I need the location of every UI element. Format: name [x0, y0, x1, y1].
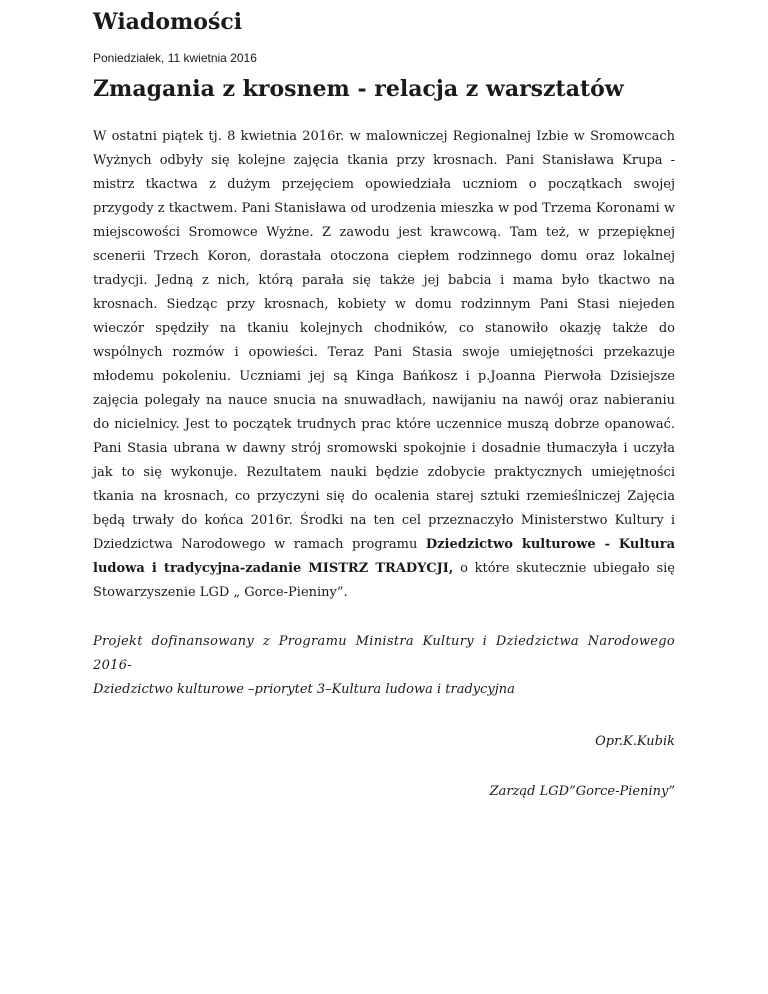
section-title: Wiadomości — [93, 9, 243, 35]
article-body-intro: W ostatni piątek tj. 8 kwietnia 2016r. w malowniczej Regionalnej Izbie w Sromowcach Wyżnych odbyły się kolejne zajęcia tkania przy krosnach. Pani Stanisława Krupa - mistrz tkactwa z dużym przejęciem opowiedziała uczniom o początkach swojej przygody z tkactwem. Pani Stanisława od urodzenia mieszka w pod Trzema Koronami w miejscowości Sromowce Wyżne. Z zawodu jest krawcową. Tam też, w przepięknej scenerii Trzech Koron, dorastała otoczona ciepłem rodzinnego domu oraz lokalnej tradycji. Jedną z nich, którą parała się także jej babcia i mama było tkactwo na krosnach. Siedząc przy krosnach, kobiety w domu rodzinnym Pani Stasi niejeden wieczór spędziły na tkaniu kolejnych chodników, co stanowiło okazję także do wspólnych rozmów i opowieści. Teraz Pani Stasia swoje umiejętności przekazuje młodemu pokoleniu. Uczniami jej są Kinga Bańkosz i p.Joanna Pierwoła Dzisiejsze zajęcia polegały na nauce snucia na snuwadłach, nawijaniu na nawój oraz nabieraniu do nicielnicy. Jest to początek trudnych prac które uczennice muszą dobrze opanować. Pani Stasia ubrana w dawny strój sromowski spokojnie i dosadnie tłumaczyła i uczyła jak to się wykonuje. Rezultatem nauki będzie zdobycie praktycznych umiejętności tkania na krosnach, co przyczyni się do ocalenia starej sztuki rzemieślniczej Zajęcia będą trwały do końca 2016r. Środki na ten cel przeznaczyło Ministerstwo Kultury i Dziedzictwa Narodowego w ramach programu — [93, 129, 675, 552]
article-title: Zmagania z krosnem - relacja z warsztatów — [93, 76, 624, 102]
post-date: Poniedziałek, 11 kwietnia 2016 — [93, 51, 257, 65]
article-body — [93, 125, 675, 605]
article-body-outro: o które skutecznie ubiegało się Stowarzyszenie LGD „ Gorce-Pieniny”. — [93, 561, 675, 600]
news-page — [93, 0, 675, 802]
funding-note-line-1: Projekt dofinansowany z Programu Ministra Kultury i Dziedzictwa Narodowego 2016- — [93, 634, 675, 673]
program-name: Dziedzictwo kulturowe - Kultura ludowa i tradycyjna-zadanie MISTRZ TRADYCJI, — [93, 537, 676, 576]
funding-note — [93, 630, 675, 702]
funding-note-line-2: Dziedzictwo kulturowe –priorytet 3–Kultura ludowa i tradycyjna — [93, 682, 515, 697]
board-signature: Zarząd LGD”Gorce-Pieniny” — [489, 784, 675, 799]
author-signature: Opr.K.Kubik — [595, 734, 675, 749]
